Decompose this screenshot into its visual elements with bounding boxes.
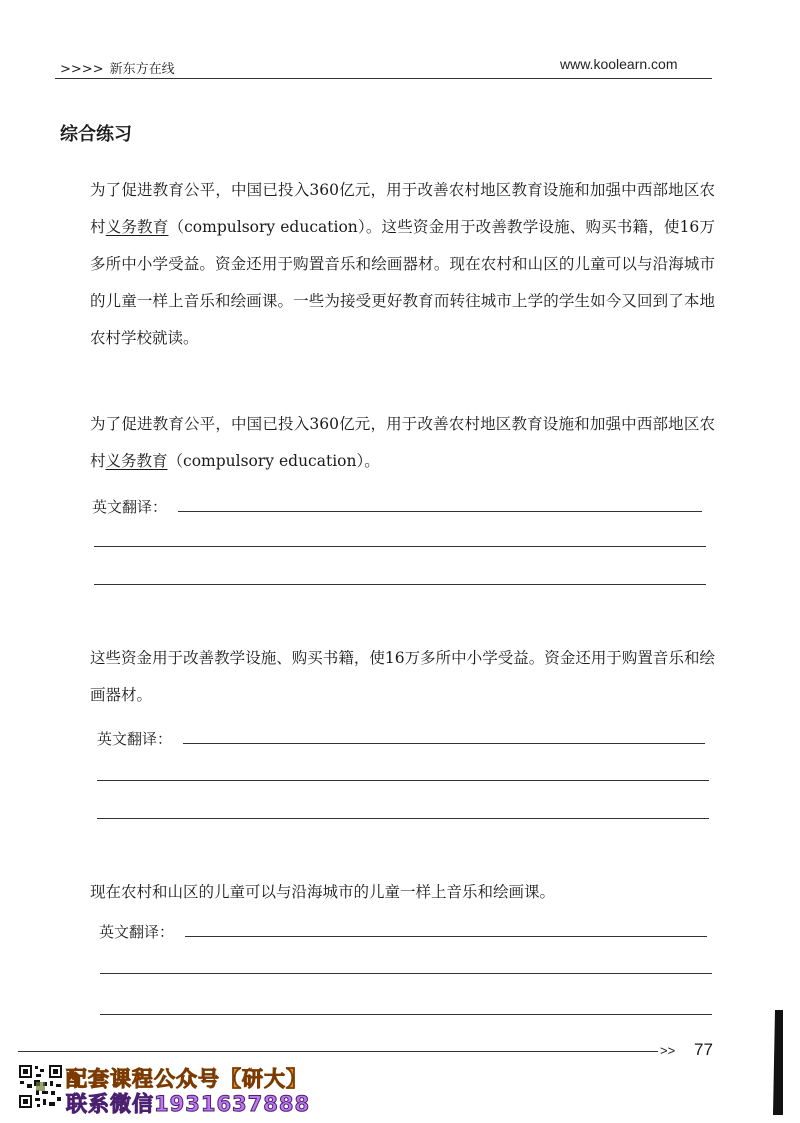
header-rule (55, 78, 712, 79)
exercise-3-answer-line-2[interactable] (100, 973, 712, 974)
exercise-1-translation-label: 英文翻译： (92, 498, 168, 516)
exercise-1-answer-line-2[interactable] (94, 546, 706, 547)
exercise-1-text-2: （compulsory education）。 (167, 452, 380, 470)
header-arrows: >>>> (60, 62, 104, 77)
page-number: 77 (694, 1040, 713, 1059)
exercise-2-text-1: 这些资金用于改善教学设施、购买书籍，使16万多所中小学受益。资金还用于购置音乐和绘画器材。 (90, 649, 715, 704)
intro-paragraph (90, 172, 715, 357)
exercise-1-answer-line-3[interactable] (94, 584, 706, 585)
qr-code-icon (18, 1064, 63, 1109)
page-edge-shadow (773, 1010, 783, 1115)
exercise-1-answer-line-1[interactable] (178, 511, 702, 512)
watermark-line-1: 配套课程公众号【研大】 (66, 1067, 308, 1091)
header-brand-name: 新东方在线 (109, 62, 175, 77)
intro-underlined-term: 义务教育 (105, 218, 169, 236)
exercise-2-sentence (90, 640, 715, 714)
exercise-2-answer-line-2[interactable] (97, 780, 709, 781)
watermark-line-2: 联系微信1931637888 (66, 1092, 311, 1116)
exercise-2-answer-line-1[interactable] (183, 743, 705, 744)
exercise-1-underlined-term: 义务教育 (105, 452, 168, 470)
exercise-2-translation-label: 英文翻译： (97, 730, 173, 748)
header-url: www.koolearn.com (560, 56, 678, 72)
footer-rule (18, 1051, 658, 1052)
footer-arrows: >> (660, 1043, 676, 1058)
exercise-1-translation-row (92, 496, 712, 516)
exercise-3-answer-line-1[interactable] (185, 936, 707, 937)
exercise-3-translation-label: 英文翻译： (99, 923, 175, 941)
exercise-3-translation-row (99, 921, 719, 941)
exercise-2-answer-line-3[interactable] (97, 818, 709, 819)
exercise-2-translation-row (97, 728, 717, 748)
exercise-3-text-1: 现在农村和山区的儿童可以与沿海城市的儿童一样上音乐和绘画课。 (90, 883, 556, 901)
exercise-1-text-1: 为了促进教育公平，中国已投入360亿元，用于改善农村地区教育设施和加强中西部地区农村 (90, 415, 715, 470)
exercise-1-sentence (90, 406, 715, 480)
section-title: 综合练习 (60, 124, 132, 145)
intro-text-1: 为了促进教育公平，中国已投入360亿元，用于改善农村地区教育设施和加强中西部地区农村 (90, 181, 715, 236)
intro-text-2: （compulsory education）。这些资金用于改善教学设施、购买书籍，使16万多所中小学受益。资金还用于购置音乐和绘画器材。现在农村和山区的儿童可以与沿海城市的儿童一样上音乐和绘画课。一些为接受更好教育而转往城市上学的学生如今又回到了本地农村学校就读。 (90, 218, 715, 347)
exercise-3-sentence (90, 874, 715, 911)
header-brand (60, 58, 175, 77)
exercise-3-answer-line-3[interactable] (100, 1014, 712, 1015)
